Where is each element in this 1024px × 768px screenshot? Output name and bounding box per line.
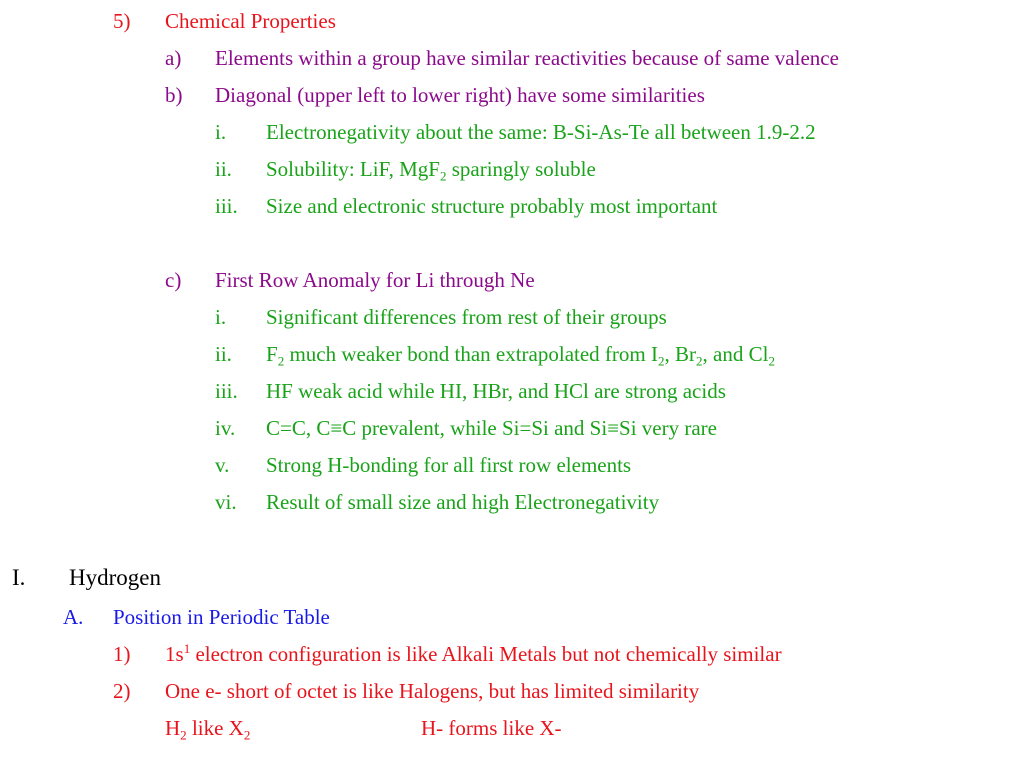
outline-marker: 2) bbox=[113, 679, 131, 703]
outline-text-right: H- forms like X- bbox=[421, 716, 562, 740]
outline-marker: iv. bbox=[215, 416, 236, 440]
outline-marker: b) bbox=[165, 83, 183, 107]
outline-text: Position in Periodic Table bbox=[113, 605, 330, 629]
outline-text: One e- short of octet is like Halogens, but has limited similarity bbox=[165, 679, 700, 703]
outline-marker: a) bbox=[165, 46, 182, 70]
outline-text: Significant differences from rest of their groups bbox=[266, 305, 667, 329]
outline-text: HF weak acid while HI, HBr, and HCl are strong acids bbox=[266, 379, 726, 403]
outline-text: Strong H-bonding for all first row elements bbox=[266, 453, 632, 477]
outline-marker: ii. bbox=[215, 157, 232, 181]
outline-marker: iii. bbox=[215, 379, 238, 403]
section-heading: Hydrogen bbox=[69, 565, 161, 590]
outline-text: Size and electronic structure probably most important bbox=[266, 194, 718, 218]
outline-marker: A. bbox=[63, 605, 84, 629]
outline-text: C=C, C≡C prevalent, while Si=Si and Si≡Si very rare bbox=[266, 416, 717, 440]
outline-marker: I. bbox=[12, 565, 26, 590]
outline-marker: ii. bbox=[215, 342, 232, 366]
outline-text: Result of small size and high Electronegativity bbox=[266, 490, 660, 514]
outline-text: $F_2$ much weaker bond than extrapolated from $I_2$, $Br_2$, and $Cl_2$ bbox=[266, 342, 775, 369]
outline-marker: vi. bbox=[215, 490, 237, 514]
outline-text-left: $H_2$ like $X_2$ bbox=[165, 716, 251, 743]
outline-text: $1s^1$ electron configuration is like Alkali Metals but not chemically similar bbox=[165, 641, 782, 666]
outline-marker: c) bbox=[165, 268, 182, 292]
outline-text: Chemical Properties bbox=[165, 9, 336, 33]
outline-marker: iii. bbox=[215, 194, 238, 218]
outline-marker: i. bbox=[215, 305, 227, 329]
outline-marker: v. bbox=[215, 453, 230, 477]
outline-marker: 5) bbox=[113, 9, 131, 33]
outline-text: First Row Anomaly for Li through Ne bbox=[215, 268, 535, 292]
outline-marker: i. bbox=[215, 120, 227, 144]
outline-text: Electronegativity about the same: B-Si-As-Te all between 1.9-2.2 bbox=[266, 120, 816, 144]
outline-marker: 1) bbox=[113, 642, 131, 666]
outline-text: Diagonal (upper left to lower right) have some similarities bbox=[215, 83, 705, 107]
outline-text: Solubility: LiF, MgF$_2$ sparingly soluble bbox=[266, 157, 596, 184]
outline-text: Elements within a group have similar reactivities because of same valence bbox=[215, 46, 839, 70]
